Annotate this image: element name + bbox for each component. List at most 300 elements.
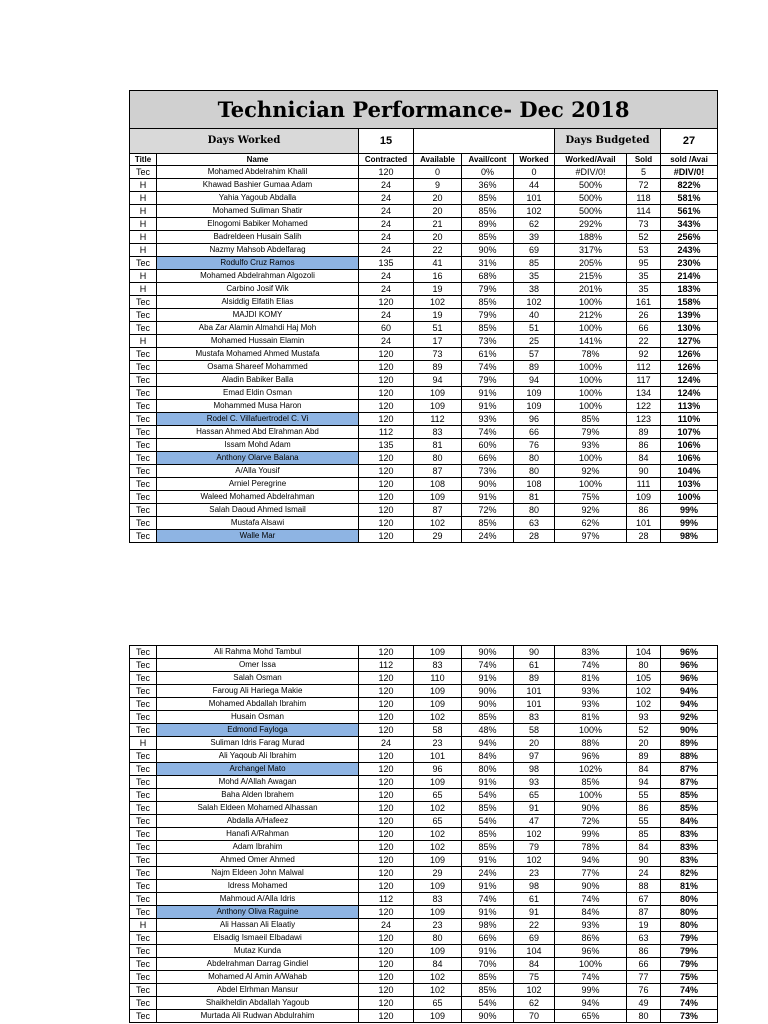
sold-avai-cell: 183%: [661, 283, 718, 296]
sold-cell: 88: [627, 880, 661, 893]
worked-avail-cell: 205%: [555, 257, 627, 270]
worked-avail-cell: 92%: [555, 465, 627, 478]
title-cell: H: [130, 737, 157, 750]
worked-cell: 109: [514, 387, 555, 400]
table-row: [130, 504, 718, 517]
available-cell: 83: [414, 893, 462, 906]
sold-cell: 89: [627, 750, 661, 763]
available-cell: 109: [414, 945, 462, 958]
avail-cont-cell: 73%: [462, 465, 514, 478]
worked-cell: 89: [514, 672, 555, 685]
contracted-cell: 120: [359, 504, 414, 517]
worked-avail-cell: 94%: [555, 997, 627, 1010]
contracted-cell: 112: [359, 893, 414, 906]
name-cell: Mohamed Al Amin A/Wahab: [157, 971, 359, 984]
table-row: [130, 166, 718, 179]
worked-cell: 98: [514, 880, 555, 893]
avail-cont-cell: 93%: [462, 413, 514, 426]
worked-cell: 47: [514, 815, 555, 828]
contracted-cell: 120: [359, 711, 414, 724]
sold-avai-cell: 79%: [661, 958, 718, 971]
sold-cell: 102: [627, 685, 661, 698]
col-header-sold-avai: sold /Avai: [661, 154, 718, 166]
sold-cell: 55: [627, 789, 661, 802]
sold-avai-cell: 79%: [661, 945, 718, 958]
worked-cell: 62: [514, 218, 555, 231]
worked-avail-cell: 500%: [555, 179, 627, 192]
table-row: [130, 218, 718, 231]
name-cell: Murtada Ali Rudwan Abdulrahim: [157, 1010, 359, 1023]
sold-cell: 114: [627, 205, 661, 218]
avail-cont-cell: 91%: [462, 400, 514, 413]
title-cell: Tec: [130, 711, 157, 724]
avail-cont-cell: 31%: [462, 257, 514, 270]
avail-cont-cell: 0%: [462, 166, 514, 179]
contracted-cell: 120: [359, 646, 414, 659]
title-cell: Tec: [130, 478, 157, 491]
avail-cont-cell: 84%: [462, 750, 514, 763]
contracted-cell: 120: [359, 854, 414, 867]
contracted-cell: 120: [359, 530, 414, 543]
worked-avail-cell: 201%: [555, 283, 627, 296]
avail-cont-cell: 94%: [462, 737, 514, 750]
title-cell: H: [130, 231, 157, 244]
worked-avail-cell: 100%: [555, 387, 627, 400]
contracted-cell: 24: [359, 737, 414, 750]
worked-avail-cell: 90%: [555, 802, 627, 815]
sold-cell: 123: [627, 413, 661, 426]
worked-cell: 61: [514, 893, 555, 906]
worked-avail-cell: 81%: [555, 672, 627, 685]
title-cell: Tec: [130, 322, 157, 335]
sold-avai-cell: 90%: [661, 724, 718, 737]
sold-cell: 19: [627, 919, 661, 932]
worked-avail-cell: 317%: [555, 244, 627, 257]
name-cell: Abdelrahman Darrag Gindiel: [157, 958, 359, 971]
title-cell: Tec: [130, 361, 157, 374]
contracted-cell: 120: [359, 880, 414, 893]
contracted-cell: 24: [359, 218, 414, 231]
worked-cell: 91: [514, 802, 555, 815]
performance-table-part1: [129, 90, 717, 543]
contracted-cell: 120: [359, 698, 414, 711]
contracted-cell: 120: [359, 815, 414, 828]
table-row: [130, 452, 718, 465]
column-header-row: [130, 154, 718, 166]
title-cell: Tec: [130, 776, 157, 789]
contracted-cell: 120: [359, 400, 414, 413]
table-row: [130, 776, 718, 789]
title-cell: Tec: [130, 166, 157, 179]
available-cell: 80: [414, 452, 462, 465]
sold-cell: 89: [627, 426, 661, 439]
available-cell: 29: [414, 867, 462, 880]
table-row: [130, 296, 718, 309]
available-cell: 109: [414, 854, 462, 867]
days-worked-label: Days Worked: [130, 129, 359, 154]
worked-avail-cell: 88%: [555, 737, 627, 750]
worked-avail-cell: 100%: [555, 452, 627, 465]
table-row: [130, 400, 718, 413]
worked-avail-cell: 102%: [555, 763, 627, 776]
contracted-cell: 120: [359, 478, 414, 491]
col-header-worked-avail: Worked/Avail: [555, 154, 627, 166]
sold-avai-cell: 124%: [661, 387, 718, 400]
table-row: [130, 802, 718, 815]
worked-avail-cell: 93%: [555, 698, 627, 711]
sold-cell: 84: [627, 763, 661, 776]
available-cell: 109: [414, 906, 462, 919]
contracted-cell: 120: [359, 166, 414, 179]
sold-cell: 55: [627, 815, 661, 828]
summary-blank: [414, 129, 555, 154]
avail-cont-cell: 61%: [462, 348, 514, 361]
sold-avai-cell: 158%: [661, 296, 718, 309]
avail-cont-cell: 54%: [462, 789, 514, 802]
worked-cell: 51: [514, 322, 555, 335]
sold-avai-cell: 80%: [661, 906, 718, 919]
title-cell: Tec: [130, 906, 157, 919]
table-row: [130, 672, 718, 685]
avail-cont-cell: 36%: [462, 179, 514, 192]
sold-avai-cell: 214%: [661, 270, 718, 283]
title-cell: Tec: [130, 465, 157, 478]
avail-cont-cell: 91%: [462, 387, 514, 400]
table-row: [130, 1010, 718, 1023]
table-row: [130, 439, 718, 452]
worked-cell: 57: [514, 348, 555, 361]
available-cell: 87: [414, 504, 462, 517]
worked-avail-cell: 78%: [555, 841, 627, 854]
contracted-cell: 24: [359, 231, 414, 244]
worked-cell: 61: [514, 659, 555, 672]
worked-avail-cell: 77%: [555, 867, 627, 880]
worked-avail-cell: 93%: [555, 685, 627, 698]
available-cell: 16: [414, 270, 462, 283]
available-cell: 108: [414, 478, 462, 491]
title-cell: Tec: [130, 387, 157, 400]
avail-cont-cell: 85%: [462, 192, 514, 205]
contracted-cell: 120: [359, 387, 414, 400]
worked-cell: 39: [514, 231, 555, 244]
contracted-cell: 120: [359, 984, 414, 997]
table-row: [130, 387, 718, 400]
title-cell: Tec: [130, 789, 157, 802]
worked-cell: 70: [514, 1010, 555, 1023]
table-row: [130, 984, 718, 997]
name-cell: Rodulfo Cruz Ramos: [157, 257, 359, 270]
sold-avai-cell: 130%: [661, 322, 718, 335]
name-cell: Rodel C. Villafuertrodel C. Vi: [157, 413, 359, 426]
table-row: [130, 854, 718, 867]
avail-cont-cell: 73%: [462, 335, 514, 348]
sold-avai-cell: 100%: [661, 491, 718, 504]
contracted-cell: 120: [359, 452, 414, 465]
sold-avai-cell: 243%: [661, 244, 718, 257]
sold-avai-cell: 73%: [661, 1010, 718, 1023]
name-cell: Mutaz Kunda: [157, 945, 359, 958]
avail-cont-cell: 91%: [462, 880, 514, 893]
worked-cell: 93: [514, 776, 555, 789]
avail-cont-cell: 90%: [462, 478, 514, 491]
available-cell: 102: [414, 841, 462, 854]
title-cell: H: [130, 192, 157, 205]
avail-cont-cell: 79%: [462, 309, 514, 322]
sold-avai-cell: 85%: [661, 789, 718, 802]
name-cell: Baha Alden Ibrahem: [157, 789, 359, 802]
title-cell: Tec: [130, 646, 157, 659]
table-row: [130, 997, 718, 1010]
available-cell: 80: [414, 932, 462, 945]
title-cell: Tec: [130, 893, 157, 906]
contracted-cell: 120: [359, 776, 414, 789]
sold-cell: 28: [627, 530, 661, 543]
contracted-cell: 24: [359, 179, 414, 192]
title-cell: H: [130, 244, 157, 257]
avail-cont-cell: 89%: [462, 218, 514, 231]
title-cell: H: [130, 179, 157, 192]
available-cell: 109: [414, 400, 462, 413]
avail-cont-cell: 74%: [462, 659, 514, 672]
sold-avai-cell: 110%: [661, 413, 718, 426]
available-cell: 20: [414, 231, 462, 244]
sold-avai-cell: 96%: [661, 646, 718, 659]
avail-cont-cell: 90%: [462, 1010, 514, 1023]
avail-cont-cell: 85%: [462, 828, 514, 841]
name-cell: Salah Eldeen Mohamed Alhassan: [157, 802, 359, 815]
worked-cell: 98: [514, 763, 555, 776]
available-cell: 102: [414, 517, 462, 530]
contracted-cell: 120: [359, 348, 414, 361]
name-cell: Mohamed Abdallah Ibrahim: [157, 698, 359, 711]
table-row: [130, 426, 718, 439]
available-cell: 87: [414, 465, 462, 478]
name-cell: Carbino Josif Wik: [157, 283, 359, 296]
sold-avai-cell: 98%: [661, 530, 718, 543]
worked-avail-cell: 74%: [555, 971, 627, 984]
sold-cell: 35: [627, 283, 661, 296]
worked-avail-cell: 97%: [555, 530, 627, 543]
sold-cell: 101: [627, 517, 661, 530]
avail-cont-cell: 85%: [462, 971, 514, 984]
col-header-contracted: Contracted: [359, 154, 414, 166]
sold-avai-cell: 343%: [661, 218, 718, 231]
contracted-cell: 120: [359, 828, 414, 841]
table-row: [130, 348, 718, 361]
worked-cell: 76: [514, 439, 555, 452]
available-cell: 58: [414, 724, 462, 737]
name-cell: Elnogomi Babiker Mohamed: [157, 218, 359, 231]
contracted-cell: 120: [359, 491, 414, 504]
table-row: [130, 906, 718, 919]
table-row: [130, 789, 718, 802]
name-cell: Anthony Olarve Balana: [157, 452, 359, 465]
sold-cell: 122: [627, 400, 661, 413]
name-cell: Anthony Oliva Raguine: [157, 906, 359, 919]
avail-cont-cell: 85%: [462, 296, 514, 309]
title-cell: Tec: [130, 685, 157, 698]
avail-cont-cell: 74%: [462, 361, 514, 374]
worked-avail-cell: 62%: [555, 517, 627, 530]
worked-avail-cell: 100%: [555, 724, 627, 737]
contracted-cell: 24: [359, 205, 414, 218]
avail-cont-cell: 90%: [462, 646, 514, 659]
sold-cell: 86: [627, 504, 661, 517]
avail-cont-cell: 72%: [462, 504, 514, 517]
worked-avail-cell: 90%: [555, 880, 627, 893]
contracted-cell: 24: [359, 309, 414, 322]
name-cell: A/Alla Yousif: [157, 465, 359, 478]
worked-cell: 44: [514, 179, 555, 192]
table-row: [130, 893, 718, 906]
table-row: [130, 724, 718, 737]
name-cell: Mohammed Musa Haron: [157, 400, 359, 413]
available-cell: 83: [414, 659, 462, 672]
sold-avai-cell: 822%: [661, 179, 718, 192]
name-cell: Hassan Ahmed Abd Elrahman Abd: [157, 426, 359, 439]
name-cell: Elsadig Ismaeil Elbadawi: [157, 932, 359, 945]
days-budgeted-label: Days Budgeted: [555, 129, 661, 154]
sold-avai-cell: 126%: [661, 361, 718, 374]
name-cell: Husain Osman: [157, 711, 359, 724]
contracted-cell: 120: [359, 413, 414, 426]
name-cell: Ali Rahma Mohd Tambul: [157, 646, 359, 659]
name-cell: Shaikheldin Abdallah Yagoub: [157, 997, 359, 1010]
name-cell: Waleed Mohamed Abdelrahman: [157, 491, 359, 504]
worked-cell: 35: [514, 270, 555, 283]
avail-cont-cell: 91%: [462, 906, 514, 919]
worked-cell: 28: [514, 530, 555, 543]
sold-cell: 52: [627, 231, 661, 244]
sold-cell: 87: [627, 906, 661, 919]
name-cell: Mohd A/Allah Awagan: [157, 776, 359, 789]
worked-avail-cell: 72%: [555, 815, 627, 828]
worked-cell: 102: [514, 296, 555, 309]
col-header-title: Title: [130, 154, 157, 166]
table-row: [130, 361, 718, 374]
sold-cell: 94: [627, 776, 661, 789]
contracted-cell: 112: [359, 659, 414, 672]
name-cell: Hanafi A/Rahman: [157, 828, 359, 841]
available-cell: 65: [414, 997, 462, 1010]
table-row: [130, 763, 718, 776]
worked-cell: 38: [514, 283, 555, 296]
name-cell: Mustafa Mohamed Ahmed Mustafa: [157, 348, 359, 361]
worked-avail-cell: 100%: [555, 478, 627, 491]
name-cell: Edmond Fayloga: [157, 724, 359, 737]
avail-cont-cell: 98%: [462, 919, 514, 932]
contracted-cell: 120: [359, 763, 414, 776]
sold-cell: 118: [627, 192, 661, 205]
name-cell: Mustafa Alsawi: [157, 517, 359, 530]
name-cell: Adam Ibrahim: [157, 841, 359, 854]
avail-cont-cell: 79%: [462, 283, 514, 296]
name-cell: Aladin Babiker Balla: [157, 374, 359, 387]
sold-cell: 111: [627, 478, 661, 491]
sold-avai-cell: 230%: [661, 257, 718, 270]
title-cell: H: [130, 335, 157, 348]
sold-avai-cell: 103%: [661, 478, 718, 491]
worked-cell: 80: [514, 465, 555, 478]
avail-cont-cell: 91%: [462, 672, 514, 685]
worked-cell: 69: [514, 932, 555, 945]
available-cell: 101: [414, 750, 462, 763]
worked-cell: 101: [514, 685, 555, 698]
sold-cell: 53: [627, 244, 661, 257]
title-cell: Tec: [130, 1010, 157, 1023]
worked-avail-cell: 188%: [555, 231, 627, 244]
worked-cell: 23: [514, 867, 555, 880]
contracted-cell: 120: [359, 906, 414, 919]
available-cell: 110: [414, 672, 462, 685]
title-cell: Tec: [130, 971, 157, 984]
worked-cell: 101: [514, 698, 555, 711]
contracted-cell: 120: [359, 685, 414, 698]
worked-cell: 102: [514, 854, 555, 867]
table-row: [130, 880, 718, 893]
available-cell: 94: [414, 374, 462, 387]
sold-avai-cell: 94%: [661, 698, 718, 711]
sold-avai-cell: 87%: [661, 763, 718, 776]
worked-avail-cell: 96%: [555, 945, 627, 958]
avail-cont-cell: 60%: [462, 439, 514, 452]
sold-cell: 93: [627, 711, 661, 724]
worked-cell: 80: [514, 452, 555, 465]
title-cell: Tec: [130, 932, 157, 945]
sold-avai-cell: 256%: [661, 231, 718, 244]
sold-avai-cell: 127%: [661, 335, 718, 348]
available-cell: 109: [414, 646, 462, 659]
sold-cell: 26: [627, 309, 661, 322]
contracted-cell: 120: [359, 374, 414, 387]
available-cell: 109: [414, 698, 462, 711]
worked-cell: 91: [514, 906, 555, 919]
sold-avai-cell: 139%: [661, 309, 718, 322]
avail-cont-cell: 70%: [462, 958, 514, 971]
table-row: [130, 491, 718, 504]
avail-cont-cell: 74%: [462, 893, 514, 906]
available-cell: 65: [414, 815, 462, 828]
name-cell: Alsiddig Elfatih Elias: [157, 296, 359, 309]
contracted-cell: 120: [359, 517, 414, 530]
table-row: [130, 750, 718, 763]
sold-cell: 86: [627, 439, 661, 452]
worked-cell: 40: [514, 309, 555, 322]
worked-cell: 108: [514, 478, 555, 491]
name-cell: Mahmoud A/Alla Idris: [157, 893, 359, 906]
title-cell: Tec: [130, 413, 157, 426]
sold-cell: 95: [627, 257, 661, 270]
name-cell: Salah Daoud Ahmed Ismail: [157, 504, 359, 517]
available-cell: 73: [414, 348, 462, 361]
worked-avail-cell: 84%: [555, 906, 627, 919]
worked-avail-cell: 141%: [555, 335, 627, 348]
name-cell: Mohamed Abdelrahman Algozoli: [157, 270, 359, 283]
worked-cell: 90: [514, 646, 555, 659]
table-row: [130, 179, 718, 192]
sold-avai-cell: 99%: [661, 517, 718, 530]
contracted-cell: 120: [359, 465, 414, 478]
title-cell: Tec: [130, 854, 157, 867]
name-cell: Omer Issa: [157, 659, 359, 672]
contracted-cell: 112: [359, 426, 414, 439]
sold-cell: 86: [627, 802, 661, 815]
sold-avai-cell: 126%: [661, 348, 718, 361]
worked-avail-cell: 100%: [555, 322, 627, 335]
name-cell: Ali Yaqoub Ali Ibrahim: [157, 750, 359, 763]
col-header-name: Name: [157, 154, 359, 166]
avail-cont-cell: 91%: [462, 945, 514, 958]
